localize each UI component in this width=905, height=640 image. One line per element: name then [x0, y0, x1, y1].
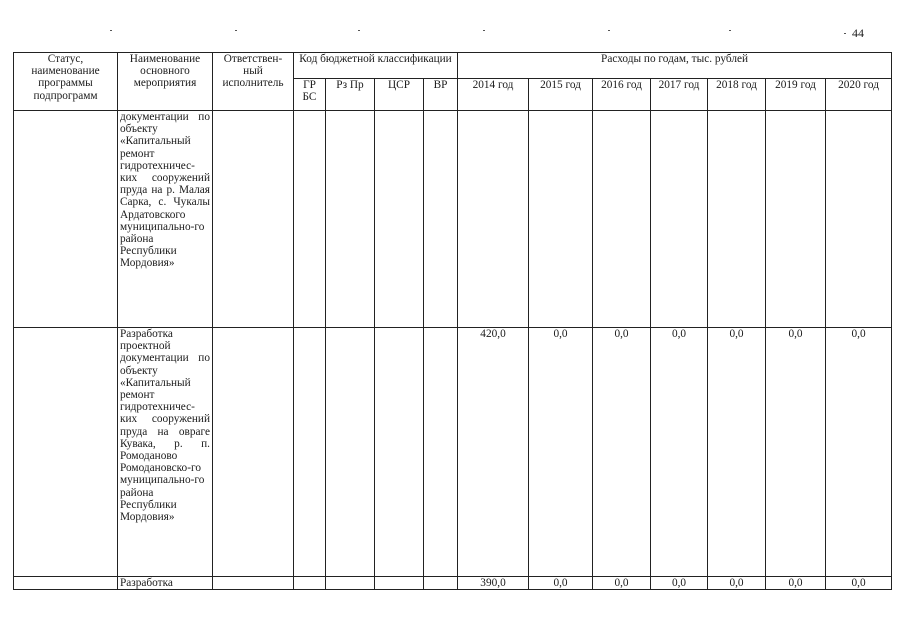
header-code-rzpr: Рз Пр	[326, 79, 375, 111]
header-code-vr: ВР	[424, 79, 458, 111]
table-row	[14, 577, 892, 590]
header-year-2019: 2019 год	[766, 79, 826, 111]
cell-2014: 420,0	[458, 328, 529, 577]
header-year-2017: 2017 год	[651, 79, 708, 111]
cell-activity: документации по объекту «Капитальный ремонт гидротехничес-ких сооружений пруда на р. Малая Сарка, с. Чукалы Ардатовского муниципально-го района Республики Мордовия»	[118, 111, 213, 328]
cell-2015	[529, 111, 593, 328]
header-year-2020: 2020 год	[826, 79, 892, 111]
cell-2014: 390,0	[458, 577, 529, 590]
cell-2015: 0,0	[529, 328, 593, 577]
cell-code-vr	[424, 111, 458, 328]
cell-2019	[766, 111, 826, 328]
cell-code-grbs	[294, 577, 326, 590]
header-year-2016: 2016 год	[593, 79, 651, 111]
cell-code-vr	[424, 577, 458, 590]
cell-2016: 0,0	[593, 577, 651, 590]
cell-2015: 0,0	[529, 577, 593, 590]
cell-code-csr	[375, 111, 424, 328]
scan-speck	[358, 30, 360, 31]
cell-code-rzpr	[326, 111, 375, 328]
scan-speck	[844, 33, 846, 34]
cell-code-rzpr	[326, 577, 375, 590]
cell-activity: Разработка проектной документации по объекту «Капитальный ремонт гидротехничес-ких сооружений пруда на овраге Кувака, р. п. Ромоданово Ромодановско-го муниципально-го района Республики Мордовия»	[118, 328, 213, 577]
cell-code-csr	[375, 328, 424, 577]
cell-executor	[213, 111, 294, 328]
page-number: 44	[852, 26, 864, 40]
cell-code-grbs	[294, 328, 326, 577]
cell-status	[14, 577, 118, 590]
header-year-2018: 2018 год	[708, 79, 766, 111]
header-executor: Ответствен-ный исполнитель	[213, 53, 294, 111]
cell-2019: 0,0	[766, 577, 826, 590]
budget-table	[13, 52, 892, 590]
header-year-2014: 2014 год	[458, 79, 529, 111]
header-row-main	[14, 53, 892, 79]
cell-code-csr	[375, 577, 424, 590]
cell-status	[14, 328, 118, 577]
cell-executor	[213, 577, 294, 590]
scan-speck	[608, 30, 610, 31]
cell-status	[14, 111, 118, 328]
cell-2020: 0,0	[826, 577, 892, 590]
scan-speck	[483, 30, 485, 31]
cell-2016: 0,0	[593, 328, 651, 577]
header-expenses: Расходы по годам, тыс. рублей	[458, 53, 892, 79]
header-year-2015: 2015 год	[529, 79, 593, 111]
cell-2016	[593, 111, 651, 328]
header-budget-code: Код бюджетной классификации	[294, 53, 458, 79]
cell-code-vr	[424, 328, 458, 577]
table-row	[14, 328, 892, 577]
cell-2020: 0,0	[826, 328, 892, 577]
scan-speck	[729, 30, 731, 31]
header-status: Статус, наименование программы подпрограмм	[14, 53, 118, 111]
cell-2018: 0,0	[708, 577, 766, 590]
header-activity: Наименование основного мероприятия	[118, 53, 213, 111]
cell-2014	[458, 111, 529, 328]
cell-activity: Разработка	[118, 577, 213, 590]
cell-2020	[826, 111, 892, 328]
scan-speck	[110, 30, 112, 31]
header-code-csr: ЦСР	[375, 79, 424, 111]
cell-2017	[651, 111, 708, 328]
scan-speck	[235, 30, 237, 31]
header-code-grbs: ГР БС	[294, 79, 326, 111]
cell-2017: 0,0	[651, 328, 708, 577]
cell-code-grbs	[294, 111, 326, 328]
cell-2018: 0,0	[708, 328, 766, 577]
cell-2019: 0,0	[766, 328, 826, 577]
cell-executor	[213, 328, 294, 577]
table-row	[14, 111, 892, 328]
cell-2017: 0,0	[651, 577, 708, 590]
cell-code-rzpr	[326, 328, 375, 577]
cell-2018	[708, 111, 766, 328]
